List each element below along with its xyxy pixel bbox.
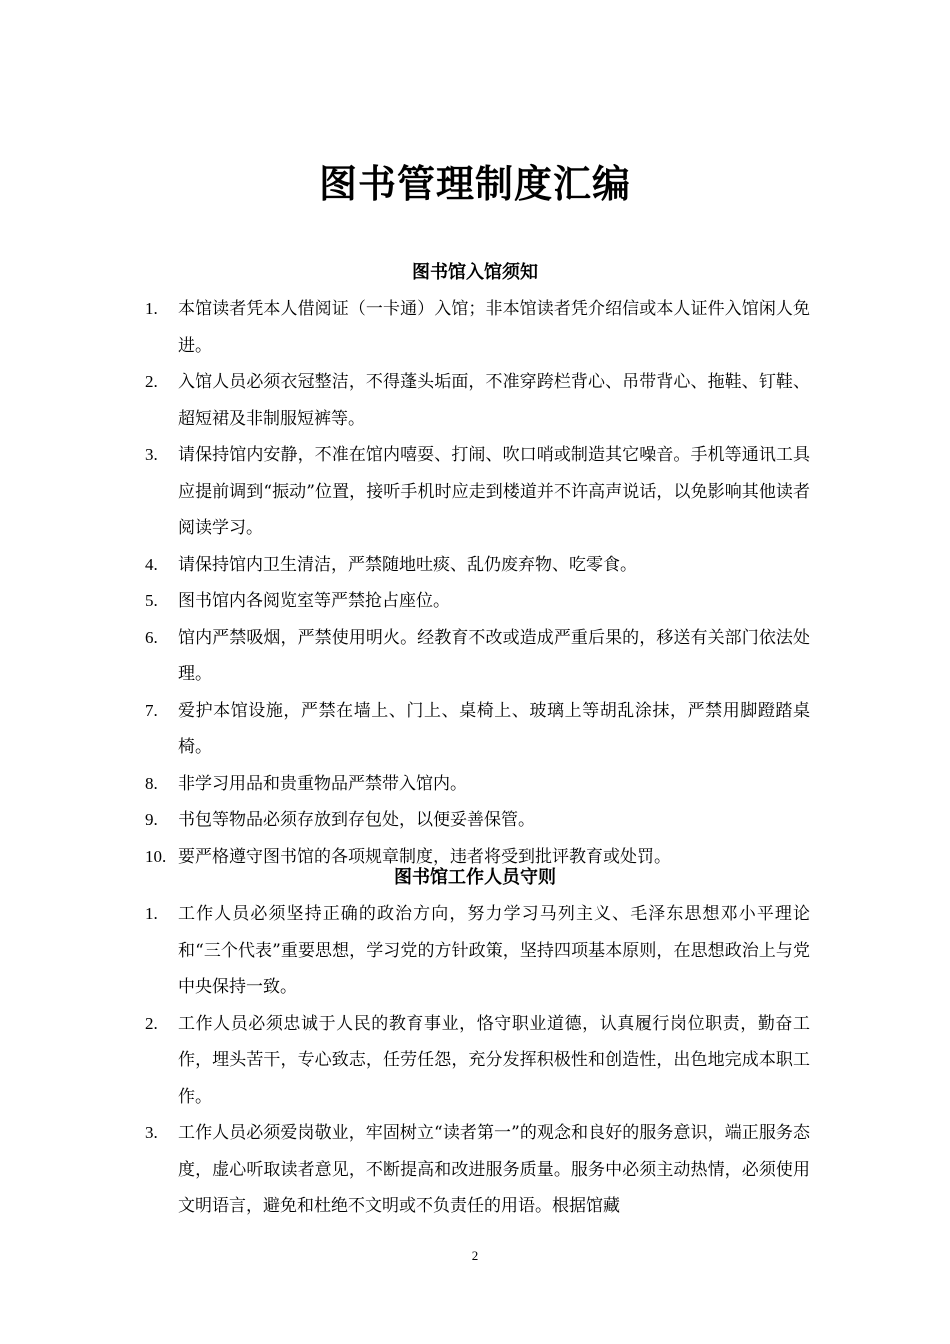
list-item	[145, 693, 810, 766]
item-text: 爱护本馆设施，严禁在墙上、门上、桌椅上、玻璃上等胡乱涂抹，严禁用脚蹬踏桌椅。	[178, 700, 810, 757]
item-number: 9.	[145, 810, 158, 829]
item-text: 请保持馆内安静，不准在馆内嘻耍、打闹、吹口哨或制造其它噪音。手机等通讯工具应提前调到“振动”位置，接听手机时应走到楼道并不许高声说话，以免影响其他读者阅读学习。	[178, 445, 810, 538]
list-item	[145, 547, 810, 584]
item-text: 工作人员必须坚持正确的政治方向，努力学习马列主义、毛泽东思想邓小平理论和“三个代表”重要思想，学习党的方针政策，坚持四项基本原则，在思想政治上与党中央保持一致。	[178, 904, 810, 997]
item-text: 工作人员必须爱岗敬业，牢固树立“读者第一”的观念和良好的服务意识，端正服务态度，虚心听取读者意见，不断提高和改进服务质量。服务中必须主动热情，必须使用文明语言，避免和杜绝不文明或不负责任的用语。根据馆藏	[178, 1123, 810, 1216]
item-number: 10.	[145, 846, 167, 866]
item-text: 入馆人员必须衣冠整洁，不得蓬头垢面，不准穿跨栏背心、吊带背心、拖鞋、钉鞋、超短裙及非制服短裤等。	[178, 372, 810, 429]
item-text: 请保持馆内卫生清洁，严禁随地吐痰、乱仍废弃物、吃零食。	[178, 554, 637, 575]
item-number: 7.	[145, 700, 158, 720]
list-item	[145, 766, 810, 803]
list-item	[145, 896, 810, 1006]
list-item	[145, 1006, 810, 1116]
item-number: 2.	[145, 372, 158, 391]
item-text: 馆内严禁吸烟，严禁使用明火。经教育不改或造成严重后果的，移送有关部门依法处理。	[178, 627, 810, 684]
page-number: 2	[471, 1248, 479, 1263]
entry-rules-list	[145, 291, 810, 875]
item-text: 非学习用品和贵重物品严禁带入馆内。	[178, 773, 467, 794]
item-number: 1.	[145, 904, 158, 923]
item-text: 本馆读者凭本人借阅证（一卡通）入馆；非本馆读者凭介绍信或本人证件入馆闲人免进。	[178, 299, 810, 356]
item-number: 5.	[145, 591, 158, 610]
list-item	[145, 802, 810, 839]
item-text: 图书馆内各阅览室等严禁抢占座位。	[178, 591, 450, 611]
list-item	[145, 364, 810, 437]
item-number: 3.	[145, 445, 158, 464]
item-number: 3.	[145, 1123, 158, 1142]
list-item	[145, 437, 810, 547]
item-text: 书包等物品必须存放到存包处，以便妥善保管。	[178, 810, 535, 830]
list-item	[145, 291, 810, 364]
staff-rules-list	[145, 896, 810, 1225]
document-title: 图书管理制度汇编	[318, 161, 631, 206]
list-item	[145, 583, 810, 620]
item-number: 6.	[145, 627, 158, 647]
item-number: 1.	[145, 299, 158, 318]
item-text: 工作人员必须忠诚于人民的教育事业，恪守职业道德，认真履行岗位职责，勤奋工作，埋头苦干，专心致志，任劳任怨，充分发挥积极性和创造性，出色地完成本职工作。	[178, 1013, 810, 1107]
item-number: 2.	[145, 1013, 158, 1033]
section-heading-entry-rules: 图书馆入馆须知	[412, 262, 538, 283]
list-item	[145, 1115, 810, 1225]
item-text: 要严格遵守图书馆的各项规章制度，违者将受到批评教育或处罚。	[178, 846, 671, 867]
section-heading-staff-rules: 图书馆工作人员守则	[394, 867, 556, 888]
item-number: 4.	[145, 554, 158, 574]
list-item	[145, 620, 810, 693]
item-number: 8.	[145, 773, 158, 793]
